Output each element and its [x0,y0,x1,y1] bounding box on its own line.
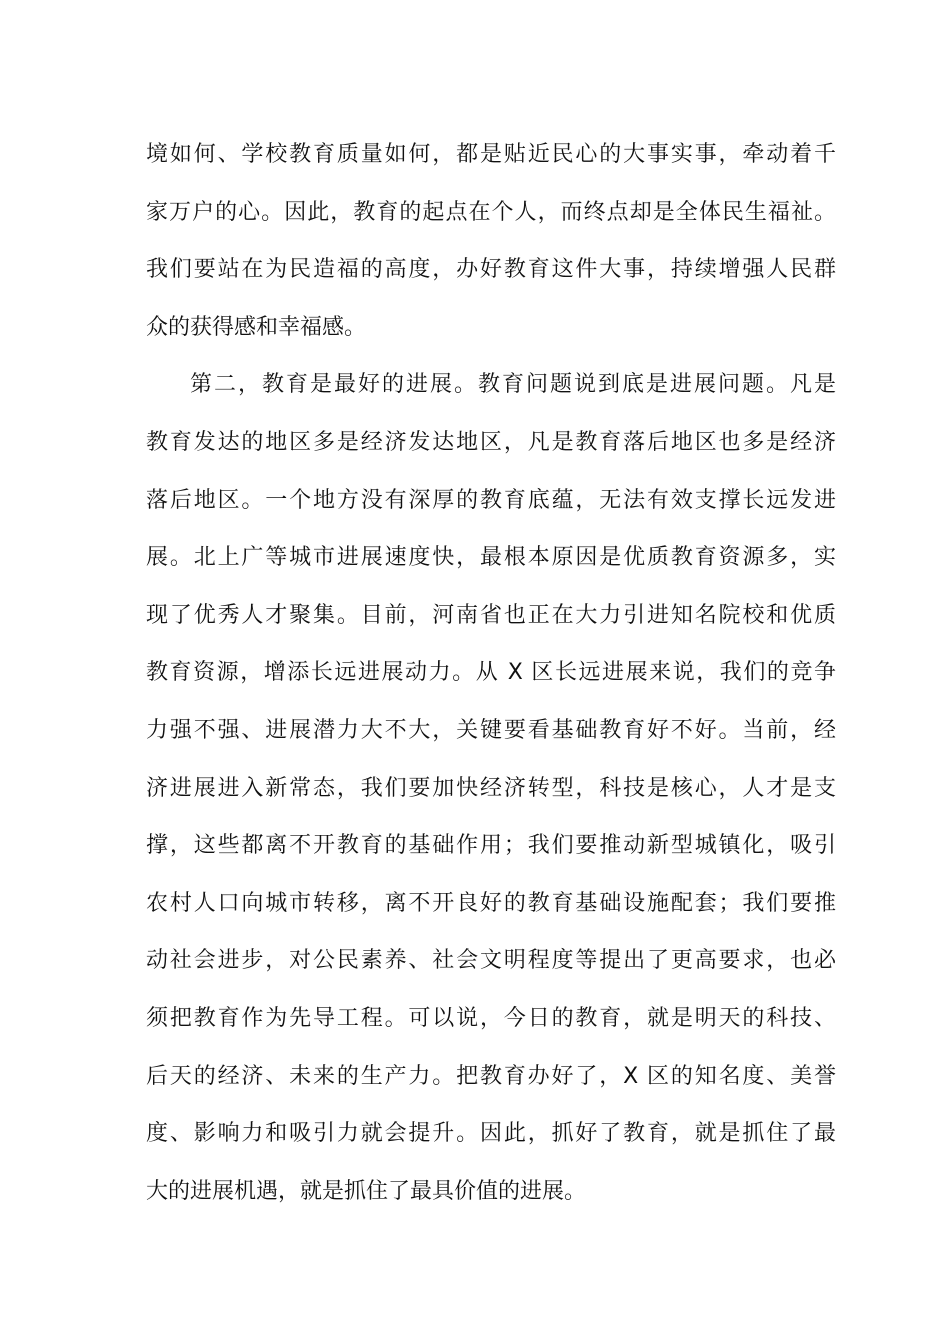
text-line: 度、影响力和吸引力就会提升。因此，抓好了教育，就是抓住了最 [146,1121,836,1147]
text-line: 我们要站在为民造福的高度，办好教育这件大事，持续增强人民群 [146,257,836,283]
paragraph [146,126,836,356]
text-line: 教育发达的地区多是经济发达地区，凡是教育落后地区也多是经济 [146,429,836,455]
text-line: 家万户的心。因此，教育的起点在个人，而终点却是全体民生福祉。 [146,199,836,225]
text-line: 展。北上广等城市进展速度快，最根本原因是优质教育资源多，实 [146,545,836,571]
text-line: 济进展进入新常态，我们要加快经济转型，科技是核心，人才是支 [146,775,836,801]
text-line: 动社会进步，对公民素养、社会文明程度等提出了更高要求，也必 [146,948,836,974]
text-line: 境如何、学校教育质量如何，都是贴近民心的大事实事，牵动着千 [146,142,836,167]
text-line: 教育资源，增添长远进展动力。从 X 区长远进展来说，我们的竞争 [146,660,836,686]
text-line: 现了优秀人才聚集。目前，河南省也正在大力引进知名院校和优质 [146,602,836,628]
text-line: 第二，教育是最好的进展。教育问题说到底是进展问题。凡是 [190,372,836,398]
text-line: 后天的经济、未来的生产力。把教育办好了，X 区的知名度、美誉 [146,1063,836,1089]
text-line: 须把教育作为先导工程。可以说，今日的教育，就是明天的科技、 [146,1005,836,1031]
text-line: 农村人口向城市转移，离不开良好的教育基础设施配套；我们要推 [146,890,836,916]
text-line: 大的进展机遇，就是抓住了最具价值的进展。 [146,1178,587,1204]
text-line: 力强不强、进展潜力大不大，关键要看基础教育好不好。当前，经 [146,717,836,743]
paragraph [146,356,836,1220]
text-line: 撑，这些都离不开教育的基础作用；我们要推动新型城镇化，吸引 [146,833,836,859]
text-line: 落后地区。一个地方没有深厚的教育底蕴，无法有效支撑长远发进 [146,487,836,513]
text-line: 众的获得感和幸福感。 [146,314,367,340]
document-body [146,126,836,1220]
